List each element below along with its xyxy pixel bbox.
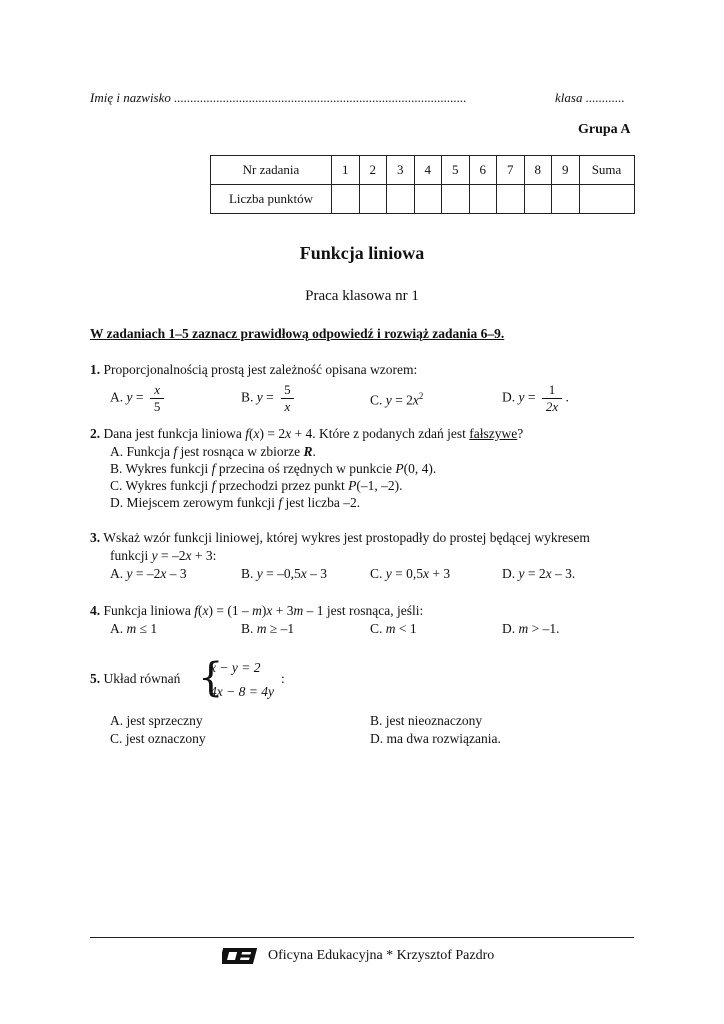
var: y	[126, 389, 133, 405]
text: ?	[517, 426, 524, 441]
footer-divider	[90, 937, 634, 938]
underlined-word: fałszywe	[469, 426, 518, 441]
denominator: 2x	[542, 398, 562, 415]
table-col-sum: Suma	[579, 156, 634, 185]
text: przechodzi przez punkt	[215, 478, 349, 493]
points-cell-6	[469, 185, 497, 214]
page-title: Funkcja liniowa	[299, 243, 425, 263]
option-label: D.	[502, 621, 519, 636]
q1-option-d	[502, 382, 569, 415]
var: P	[395, 461, 404, 476]
points-cell-4	[414, 185, 442, 214]
text: – 3	[306, 566, 328, 581]
class-field-label: klasa ............	[555, 90, 625, 105]
var: y	[126, 566, 133, 581]
text: .	[312, 444, 316, 459]
denominator: 5	[150, 398, 165, 415]
fraction	[150, 382, 165, 415]
var: x	[300, 566, 307, 581]
points-cell-sum	[579, 185, 634, 214]
var: f	[173, 444, 178, 459]
table-col-1: 1	[332, 156, 360, 185]
question-number: 4.	[90, 603, 101, 618]
text: < 1	[395, 621, 417, 636]
text: = 2	[524, 566, 546, 581]
question-3	[90, 530, 590, 546]
text: (0, 4).	[403, 461, 437, 476]
footer-text: Oficyna Edukacyjna * Krzysztof Pazdro	[268, 948, 495, 963]
var: m	[252, 603, 262, 618]
text: – 1 jest rosnąca, jeśli:	[303, 603, 424, 618]
option-label: B.	[241, 621, 257, 636]
points-cell-3	[387, 185, 415, 214]
table-col-3: 3	[387, 156, 415, 185]
option-label: D.	[502, 566, 519, 581]
text: jest rosnąca w zbiorze	[177, 444, 304, 459]
var: y	[518, 389, 525, 405]
question-number: 3.	[90, 530, 101, 545]
q2-option-c	[110, 478, 403, 494]
table-header-task-number: Nr zadania	[211, 156, 332, 185]
option-label: A.	[110, 621, 127, 636]
var: m	[518, 621, 529, 636]
q5-option-c: C. jest oznaczony	[110, 731, 206, 746]
question-number: 5.	[90, 671, 101, 686]
text: + 3:	[191, 548, 217, 563]
fraction	[542, 382, 562, 415]
var: P	[348, 478, 357, 493]
text: – 3.	[551, 566, 576, 581]
table-col-7: 7	[497, 156, 525, 185]
period: .	[562, 389, 569, 405]
table-header-points: Liczba punktów	[211, 185, 332, 214]
var: f	[278, 495, 283, 510]
text: )	[261, 603, 267, 618]
instructions: W zadaniach 1–5 zaznacz prawidłową odpowiedź i rozwiąż zadania 6–9.	[90, 326, 505, 341]
colon: :	[281, 671, 285, 686]
page-subtitle: Praca klasowa nr 1	[305, 288, 419, 304]
q1-option-a	[110, 382, 164, 415]
text: (	[248, 426, 254, 441]
fraction	[280, 382, 295, 415]
var: x	[202, 603, 209, 618]
text: ) = 2	[259, 426, 286, 441]
points-table	[210, 155, 635, 214]
exponent: 2	[418, 391, 424, 401]
question-text: Proporcjonalnością prostą jest zależność opisana wzorem:	[103, 362, 418, 377]
points-cell-1	[332, 185, 360, 214]
var: m	[256, 621, 267, 636]
question-4	[90, 603, 423, 619]
var: x	[253, 426, 260, 441]
text: C. Wykres funkcji	[110, 478, 212, 493]
text: A. Funkcja	[110, 444, 174, 459]
q3-option-d	[502, 566, 575, 582]
system-equation-2: 4x − 8 = 4y	[210, 684, 274, 699]
var: x	[412, 392, 419, 408]
q3-option-c	[370, 566, 450, 582]
var: m	[293, 603, 304, 618]
text: (–1, –2).	[356, 478, 403, 493]
table-col-8: 8	[524, 156, 552, 185]
q4-option-a	[110, 621, 157, 637]
var: x	[423, 566, 430, 581]
name-field-label: Imię i nazwisko ..........................................................................................	[90, 90, 467, 105]
var: x	[545, 566, 552, 581]
q2-option-b	[110, 461, 436, 477]
table-col-9: 9	[552, 156, 580, 185]
table-row	[211, 156, 635, 185]
text: – 3	[166, 566, 187, 581]
brace-icon: {	[198, 655, 224, 701]
option-label: C.	[370, 566, 386, 581]
numerator: 5	[284, 382, 291, 397]
q3-option-a	[110, 566, 187, 582]
var: x	[266, 603, 273, 618]
text: funkcji	[110, 548, 152, 563]
points-cell-7	[497, 185, 525, 214]
question-number: 1.	[90, 362, 101, 377]
text: + 4. Które z podanych zdań jest	[291, 426, 470, 441]
q1-option-b	[241, 382, 295, 415]
option-label: B.	[241, 566, 257, 581]
question-2	[90, 426, 523, 442]
question-3-line-2	[110, 548, 216, 564]
question-1	[90, 362, 417, 378]
eq: =	[132, 389, 144, 405]
option-label: C.	[370, 621, 386, 636]
denominator: x	[281, 398, 295, 415]
var: x	[185, 548, 192, 563]
table-col-5: 5	[442, 156, 470, 185]
text: = –0,5	[262, 566, 301, 581]
q5-option-d: D. ma dwa rozwiązania.	[370, 731, 501, 746]
table-row	[211, 185, 635, 214]
q5-option-a: A. jest sprzeczny	[110, 713, 203, 728]
text: = 0,5	[391, 566, 424, 581]
numerator: 1	[548, 382, 556, 397]
text: = –2	[132, 566, 161, 581]
text: Układ równań	[103, 671, 181, 686]
question-number: 2.	[90, 426, 101, 441]
var: y	[151, 548, 158, 563]
option-label: B.	[241, 389, 257, 405]
eq: =	[262, 389, 274, 405]
q4-option-b	[241, 621, 294, 637]
var: m	[385, 621, 396, 636]
question-5	[90, 671, 180, 687]
text: (	[198, 603, 203, 618]
points-cell-8	[524, 185, 552, 214]
var: f	[211, 478, 216, 493]
text: = –2	[157, 548, 186, 563]
option-label: A.	[110, 389, 127, 405]
set-symbol: R	[303, 444, 313, 459]
var: y	[385, 566, 392, 581]
table-col-2: 2	[359, 156, 387, 185]
q1-option-c	[370, 391, 423, 409]
eq: = 2	[391, 392, 413, 408]
var: y	[385, 392, 392, 408]
text: D. Miejscem zerowym funkcji	[110, 495, 279, 510]
var: y	[256, 566, 263, 581]
option-label: A.	[110, 566, 127, 581]
table-col-6: 6	[469, 156, 497, 185]
q4-option-c	[370, 621, 417, 637]
option-label: C.	[370, 392, 386, 408]
points-cell-9	[552, 185, 580, 214]
var: y	[518, 566, 525, 581]
text: Funkcja liniowa	[103, 603, 195, 618]
text: ≥ –1	[266, 621, 295, 636]
publisher-logo	[222, 945, 260, 967]
q4-option-d	[502, 621, 560, 637]
var: m	[126, 621, 137, 636]
eq: =	[524, 389, 536, 405]
text: ≤ 1	[136, 621, 158, 636]
table-col-4: 4	[414, 156, 442, 185]
text: jest liczba –2.	[282, 495, 361, 510]
var: f	[194, 603, 199, 618]
option-label: D.	[502, 389, 519, 405]
q3-option-b	[241, 566, 327, 582]
q5-option-b: B. jest nieoznaczony	[370, 713, 483, 728]
var: x	[285, 426, 292, 441]
q2-option-a	[110, 444, 316, 460]
text: ) = (1 –	[208, 603, 253, 618]
text: przecina oś rzędnych w punkcie	[215, 461, 396, 476]
var: x	[160, 566, 167, 581]
points-cell-2	[359, 185, 387, 214]
var: f	[245, 426, 249, 441]
var: y	[256, 389, 263, 405]
points-cell-5	[442, 185, 470, 214]
q2-option-d	[110, 495, 360, 511]
text: > –1.	[528, 621, 560, 636]
system-equation-1: x − y = 2	[210, 660, 261, 675]
text: Dana jest funkcja liniowa	[103, 426, 246, 441]
text: B. Wykres funkcji	[110, 461, 212, 476]
group-label: Grupa A	[578, 122, 631, 137]
numerator: x	[154, 382, 161, 397]
var: f	[211, 461, 216, 476]
text: Wskaż wzór funkcji liniowej, której wykres jest prostopadły do prostej będącej wykresem	[103, 530, 590, 545]
text: + 3	[429, 566, 451, 581]
text: + 3	[272, 603, 294, 618]
